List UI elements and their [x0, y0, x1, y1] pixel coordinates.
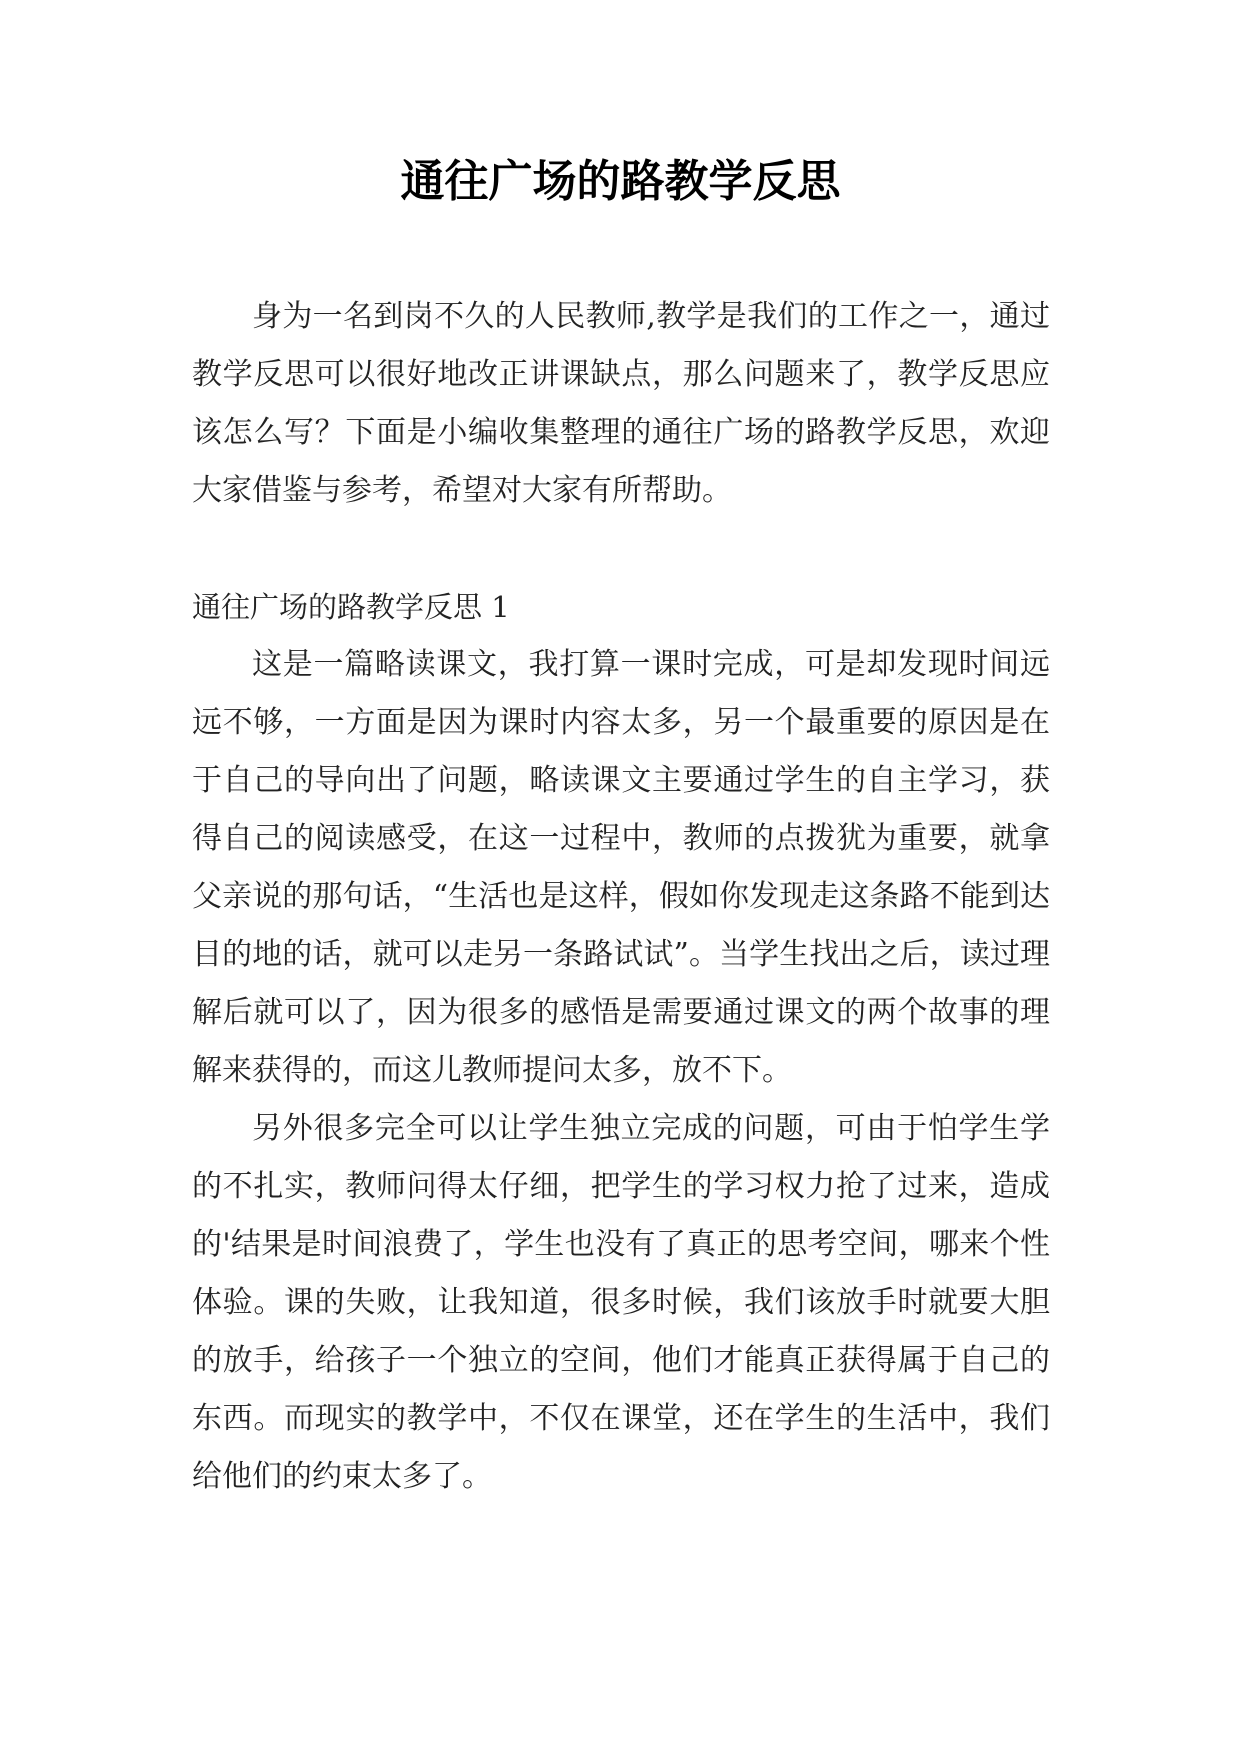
body-paragraph-2: 另外很多完全可以让学生独立完成的问题，可由于怕学生学的不扎实，教师问得太仔细，把学生的学习权力抢了过来，造成的'结果是时间浪费了，学生也没有了真正的思考空间，哪来个性体验。课的失败，让我知道，很多时候，我们该放手时就要大胆的放手，给孩子一个独立的空间，他们才能真正获得属于自己的东西。而现实的教学中，不仅在课堂，还在学生的生活中，我们给他们的约束太多了。 [192, 1111, 1050, 1494]
document-title: 通往广场的路教学反思 [400, 156, 841, 207]
document-body [192, 288, 1050, 1506]
body-paragraph-1: 这是一篇略读课文，我打算一课时完成，可是却发现时间远远不够，一方面是因为课时内容太多，另一个最重要的原因是在于自己的导向出了问题，略读课文主要通过学生的自主学习，获得自己的阅读感受，在这一过程中，教师的点拨犹为重要，就拿父亲说的那句话，“生活也是这样，假如你发现走这条路不能到达目的地的话，就可以走另一条路试试”。当学生找出之后，读过理解后就可以了，因为很多的感悟是需要通过课文的两个故事的理解来获得的，而这儿教师提问太多，放不下。 [192, 647, 1050, 1088]
intro-paragraph: 身为一名到岗不久的人民教师,教学是我们的工作之一，通过教学反思可以很好地改正讲课缺点，那么问题来了，教学反思应该怎么写？下面是小编收集整理的通往广场的路教学反思，欢迎大家借鉴与参考，希望对大家有所帮助。 [192, 299, 1050, 508]
section-heading: 通往广场的路教学反思 1 [192, 590, 510, 624]
